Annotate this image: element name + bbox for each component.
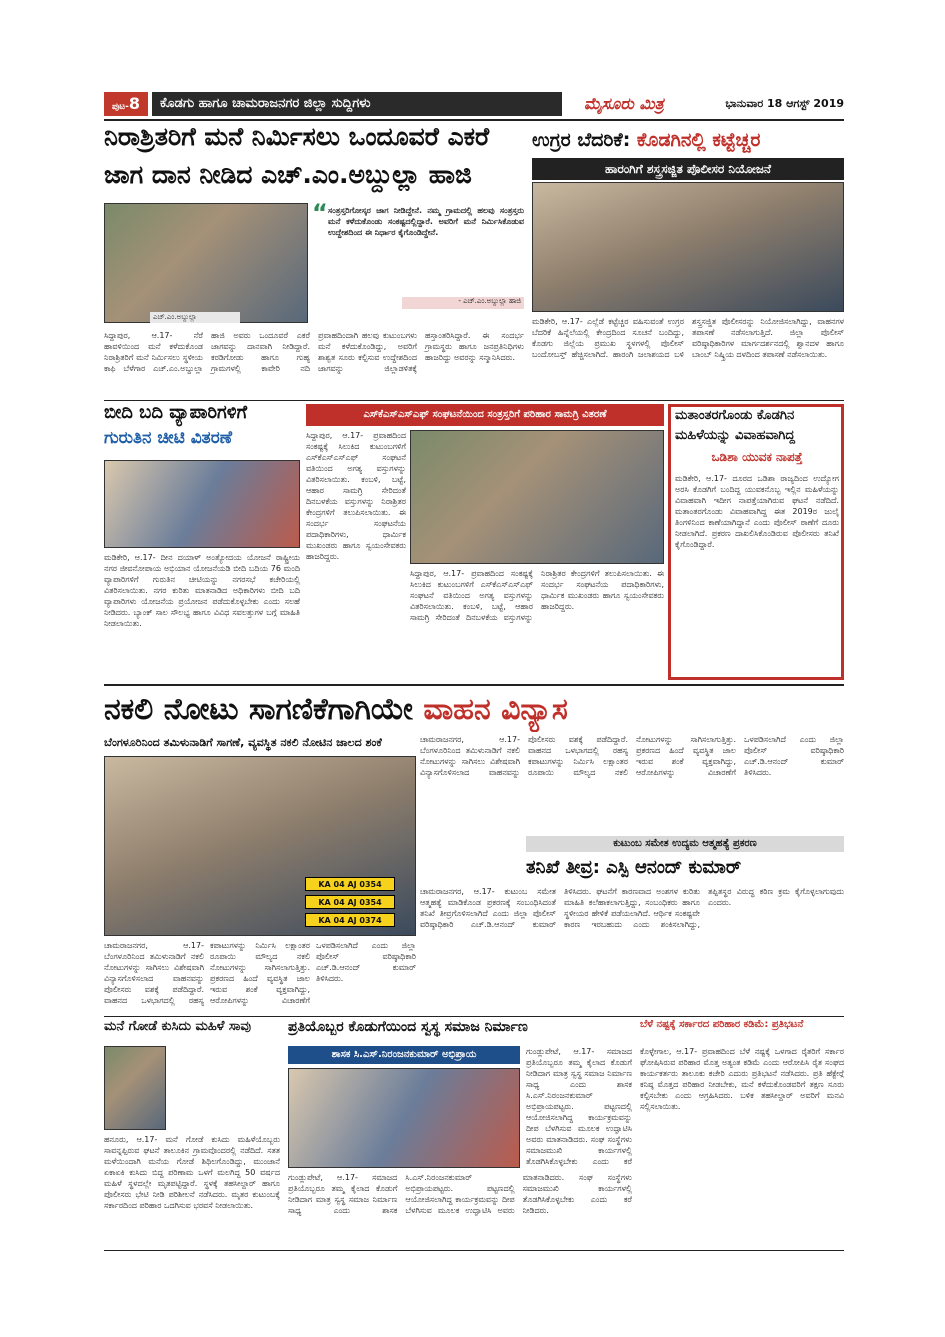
section-title: ಕೊಡಗು ಹಾಗೂ ಚಾಮರಾಜನಗರ ಜಿಲ್ಲಾ ಸುದ್ದಿಗಳು [160, 96, 371, 111]
story9-body: ಗುಂಡ್ಲುಪೇಟೆ, ಆ.17- ಸಮಾಜದ ಪ್ರತಿಯೊಬ್ಬರೂ ತಮ್ಮ ಕೈಲಾದ ಕೊಡುಗೆ ನೀಡಿದಾಗ ಮಾತ್ರ ಸ್ವಸ್ಥ ಸಮಾಜ ನಿರ್ಮಾಣ ಸಾಧ್ಯ ಎಂದು ಶಾಸಕ ಸಿ.ಎಸ್.ನಿರಂಜನಕುಮಾರ್ ಅಭಿಪ್ರಾಯಪಟ್ಟರು. ಪಟ್ಟಣದಲ್ಲಿ ಆಯೋಜಿಸಲಾಗಿದ್ದ ಕಾರ್ಯಕ್ರಮವನ್ನು ದೀಪ ಬೆಳಗಿಸುವ ಮೂಲಕ ಉದ್ಘಾಟಿಸಿ ಅವರು ಮಾತನಾಡಿದರು. ಸಂಘ ಸಂಸ್ಥೆಗಳು ಸಮಾಜಮುಖಿ ಕಾರ್ಯಗಳಲ್ಲಿ ತೊಡಗಿಸಿಕೊಳ್ಳಬೇಕು ಎಂದು ಕರೆ ನೀಡಿದರು. [288, 1173, 632, 1215]
divider-3 [104, 1016, 844, 1017]
story8-photo [104, 1046, 166, 1130]
story2-headline-a: ಉಗ್ರರ ಬೆದರಿಕೆ: [532, 129, 637, 151]
story8-body: ಹನೂರು, ಆ.17- ಮನೆ ಗೋಡೆ ಕುಸಿದು ಮಹಿಳೆಯೊಬ್ಬರು ಸಾವನ್ನಪ್ಪಿರುವ ಘಟನೆ ತಾಲೂಕಿನ ಗ್ರಾಮವೊಂದರಲ್ಲಿ ನಡೆದಿದೆ. ಸತತ ಮಳೆಯಿಂದಾಗಿ ಮನೆಯ ಗೋಡೆ ಶಿಥಿಲಗೊಂಡಿದ್ದು, ಮುಂಜಾನೆ ಏಕಾಏಕಿ ಕುಸಿದು ಬಿದ್ದ ಪರಿಣಾಮ ಒಳಗೆ ಮಲಗಿದ್ದ 50 ವರ್ಷದ ಮಹಿಳೆ ಸ್ಥಳದಲ್ಲೇ ಮೃತಪಟ್ಟಿದ್ದಾರೆ. ಸ್ಥಳಕ್ಕೆ ತಹಸೀಲ್ದಾರ್ ಹಾಗೂ ಪೊಲೀಸರು ಭೇಟಿ ನೀಡಿ ಪರಿಶೀಲನೆ ನಡೆಸಿದರು. ಮೃತರ ಕುಟುಂಬಕ್ಕೆ ಸರ್ಕಾರದಿಂದ ಪರಿಹಾರ ಒದಗಿಸುವ ಭರವಸೆ ನೀಡಲಾಯಿತು. [104, 1135, 280, 1210]
divider-1 [104, 400, 844, 401]
story6-body-copy: ಚಾಮರಾಜನಗರ, ಆ.17- ಬೆಂಗಳೂರಿನಿಂದ ತಮಿಳುನಾಡಿಗೆ ನಕಲಿ ನೋಟುಗಳನ್ನು ಸಾಗಿಸಲು ವಿಶೇಷವಾಗಿ ವಿನ್ಯಾಸಗೊಳಿಸಲಾದ ವಾಹನವನ್ನು ಪೊಲೀಸರು ವಶಕ್ಕೆ ಪಡೆದಿದ್ದಾರೆ. ವಾಹನದ ಒಳಭಾಗದಲ್ಲಿ ರಹಸ್ಯ ಕಪಾಟುಗಳನ್ನು ನಿರ್ಮಿಸಿ ಲಕ್ಷಾಂತರ ರೂಪಾಯಿ ಮೌಲ್ಯದ ನಕಲಿ ನೋಟುಗಳನ್ನು ಸಾಗಿಸಲಾಗುತ್ತಿತ್ತು. ಪ್ರಕರಣದ ಹಿಂದೆ ವ್ಯವಸ್ಥಿತ ಜಾಲ ಇರುವ ಶಂಕೆ ವ್ಯಕ್ತವಾಗಿದ್ದು, ಆರೋಪಿಗಳನ್ನು ವಿಚಾರಣೆಗೆ ಒಳಪಡಿಸಲಾಗಿದೆ ಎಂದು ಜಿಲ್ಲಾ ಪೊಲೀಸ್ ವರಿಷ್ಠಾಧಿಕಾರಿ ಎಚ್.ಡಿ.ಆನಂದ್ ಕುಮಾರ್ ತಿಳಿಸಿದರು. [420, 735, 844, 777]
story2-headline-b: ಕೊಡಗಿನಲ್ಲಿ ಕಟ್ಟೆಚ್ಚರ [636, 129, 761, 151]
number-plate-3: KA 04 AJ 0374 [305, 913, 395, 927]
header-rule [104, 119, 844, 121]
footer-rule [104, 1250, 844, 1251]
story2-subhead: ಹಾರಂಗಿಗೆ ಶಸ್ತ್ರಸಜ್ಜಿತ ಪೊಲೀಸರ ನಿಯೋಜನೆ [532, 158, 844, 180]
story4-photo [410, 430, 664, 564]
story10-body: ಕೊಳ್ಳೇಗಾಲ, ಆ.17- ಪ್ರವಾಹದಿಂದ ಬೆಳೆ ನಷ್ಟಕ್ಕೆ ಒಳಗಾದ ರೈತರಿಗೆ ಸರ್ಕಾರ ಘೋಷಿಸಿರುವ ಪರಿಹಾರ ಮೊತ್ತ ಅತ್ಯಂತ ಕಡಿಮೆ ಎಂದು ಆರೋಪಿಸಿ ರೈತ ಸಂಘದ ಕಾರ್ಯಕರ್ತರು ತಾಲೂಕು ಕಚೇರಿ ಎದುರು ಪ್ರತಿಭಟನೆ ನಡೆಸಿದರು. ಪ್ರತಿ ಹೆಕ್ಟೇರ್‍ಗೆ ಕನಿಷ್ಠ ಮೊತ್ತದ ಪರಿಹಾರ ನೀಡಬೇಕು, ಮನೆ ಕಳೆದುಕೊಂಡವರಿಗೆ ತಕ್ಷಣ ಸೂರು ಕಲ್ಪಿಸಬೇಕು ಎಂದು ಆಗ್ರಹಿಸಿದರು. ಬಳಿಕ ತಹಸೀಲ್ದಾರ್ ಅವರಿಗೆ ಮನವಿ ಸಲ್ಲಿಸಲಾಯಿತು. [640, 1047, 844, 1111]
story1-headline-line2: ಜಾಗ ದಾನ ನೀಡಿದ ಎಚ್.ಎಂ.ಅಬ್ದುಲ್ಲಾ ಹಾಜಿ [104, 162, 472, 189]
story4-body-copy: ಸಿದ್ದಾಪುರ, ಆ.17- ಪ್ರವಾಹದಿಂದ ಸಂಕಷ್ಟಕ್ಕೆ ಸಿಲುಕಿದ ಕುಟುಂಬಗಳಿಗೆ ಎಸ್‍ಕೆಎಸ್‍ಎಸ್‍ಎಫ್ ಸಂಘಟನೆ ವತಿಯಿಂದ ಅಗತ್ಯ ವಸ್ತುಗಳನ್ನು ವಿತರಿಸಲಾಯಿತು. ಕಂಬಳಿ, ಬಟ್ಟೆ, ಆಹಾರ ಸಾಮಗ್ರಿ ಸೇರಿದಂತೆ ದಿನಬಳಕೆಯ ವಸ್ತುಗಳನ್ನು ನಿರಾಶ್ರಿತರ ಕೇಂದ್ರಗಳಿಗೆ ತಲುಪಿಸಲಾಯಿತು. ಈ ಸಂದರ್ಭ ಸಂಘಟನೆಯ ಪದಾಧಿಕಾರಿಗಳು, ಧಾರ್ಮಿಕ ಮುಖಂಡರು ಹಾಗೂ ಸ್ವಯಂಸೇವಕರು ಹಾಜರಿದ್ದರು. [410, 569, 664, 622]
story1-headline-line1: ನಿರಾಶ್ರಿತರಿಗೆ ಮನೆ ನಿರ್ಮಿಸಲು ಒಂದೂವರೆ ಎಕರೆ [104, 124, 490, 151]
story1-photo-caption: ಎಚ್.ಎಂ.ಅಬ್ದುಲ್ಲಾ [150, 312, 240, 323]
story10-headline: ಬೆಳೆ ನಷ್ಟಕ್ಕೆ ಸರ್ಕಾರದ ಪರಿಹಾರ ಕಡಿಮೆ: ಪ್ರತಿಭಟನೆ [640, 1020, 804, 1030]
story2-body: ಮಡಿಕೇರಿ, ಆ.17- ಎಲ್ಲೆಡೆ ಕಟ್ಟೆಚ್ಚರ ವಹಿಸುವಂತೆ ಉಗ್ರರ ಬೆದರಿಕೆ ಹಿನ್ನೆಲೆಯಲ್ಲಿ ಕೇಂದ್ರದಿಂದ ಸೂಚನೆ ಬಂದಿದ್ದು, ಕೊಡಗು ಜಿಲ್ಲೆಯ ಪ್ರಮುಖ ಸ್ಥಳಗಳಲ್ಲಿ ಪೊಲೀಸ್ ಬಂದೋಬಸ್ತ್ ಹೆಚ್ಚಿಸಲಾಗಿದೆ. ಹಾರಂಗಿ ಜಲಾಶಯದ ಬಳಿ ಶಸ್ತ್ರಸಜ್ಜಿತ ಪೊಲೀಸರನ್ನು ನಿಯೋಜಿಸಲಾಗಿದ್ದು, ವಾಹನಗಳ ತಪಾಸಣೆ ನಡೆಸಲಾಗುತ್ತಿದೆ. ಜಿಲ್ಲಾ ಪೊಲೀಸ್ ವರಿಷ್ಠಾಧಿಕಾರಿಗಳ ಮಾರ್ಗದರ್ಶನದಲ್ಲಿ ಶ್ವಾನದಳ ಹಾಗೂ ಬಾಂಬ್ ನಿಷ್ಕ್ರಿಯ ದಳದಿಂದ ತಪಾಸಣೆ ನಡೆಸಲಾಯಿತು. [532, 317, 844, 359]
page-number-box [104, 92, 148, 116]
page-header [104, 92, 844, 116]
number-plate-2: KA 04 AJ 0354 [305, 895, 395, 909]
divider-2 [104, 684, 844, 686]
story9-body-copy: ಗುಂಡ್ಲುಪೇಟೆ, ಆ.17- ಸಮಾಜದ ಪ್ರತಿಯೊಬ್ಬರೂ ತಮ್ಮ ಕೈಲಾದ ಕೊಡುಗೆ ನೀಡಿದಾಗ ಮಾತ್ರ ಸ್ವಸ್ಥ ಸಮಾಜ ನಿರ್ಮಾಣ ಸಾಧ್ಯ ಎಂದು ಶಾಸಕ ಸಿ.ಎಸ್.ನಿರಂಜನಕುಮಾರ್ ಅಭಿಪ್ರಾಯಪಟ್ಟರು. ಪಟ್ಟಣದಲ್ಲಿ ಆಯೋಜಿಸಲಾಗಿದ್ದ ಕಾರ್ಯಕ್ರಮವನ್ನು ದೀಪ ಬೆಳಗಿಸುವ ಮೂಲಕ ಉದ್ಘಾಟಿಸಿ ಅವರು ಮಾತನಾಡಿದರು. ಸಂಘ ಸಂಸ್ಥೆಗಳು ಸಮಾಜಮುಖಿ ಕಾರ್ಯಗಳಲ್ಲಿ ತೊಡಗಿಸಿಕೊಳ್ಳಬೇಕು ಎಂದು ಕರೆ [526, 1047, 632, 1166]
story7-kicker: ಕುಟುಂಬ ಸಮೇತ ಉದ್ಯಮ ಆತ್ಮಹತ್ಯೆ ಪ್ರಕರಣ [526, 836, 844, 852]
story8-headline: ಮನೆ ಗೋಡೆ ಕುಸಿದು ಮಹಿಳೆ ಸಾವು [104, 1020, 251, 1034]
story3-body: ಮಡಿಕೇರಿ, ಆ.17- ದೀನ ದಯಾಳ್ ಅಂತ್ಯೋದಯ ಯೋಜನೆ ರಾಷ್ಟ್ರೀಯ ನಗರ ಜೀವನೋಪಾಯ ಅಭಿಯಾನ ಯೋಜನೆಯಡಿ ಬೀದಿ ಬದಿಯ 76 ಮಂದಿ ವ್ಯಾಪಾರಿಗಳಿಗೆ ಗುರುತಿನ ಚೀಟಿಯನ್ನು ನಗರಸಭೆ ಕಚೇರಿಯಲ್ಲಿ ವಿತರಿಸಲಾಯಿತು. ನಗರ ಕುರಿತು ಮಾತನಾಡಿದ ಅಧಿಕಾರಿಗಳು ಬೀದಿ ಬದಿ ವ್ಯಾಪಾರಿಗಳು ಯೋಜನೆಯ ಪ್ರಯೋಜನ ಪಡೆದುಕೊಳ್ಳಬೇಕು ಎಂದು ಸಲಹೆ ನೀಡಿದರು. ಬ್ಯಾಂಕ್ ಸಾಲ ಸೌಲಭ್ಯ ಹಾಗೂ ವಿವಿಧ ಸವಲತ್ತುಗಳ ಬಗ್ಗೆ ಮಾಹಿತಿ ನೀಡಲಾಯಿತು. [104, 553, 300, 628]
story6-body-main: ಚಾಮರಾಜನಗರ, ಆ.17- ಬೆಂಗಳೂರಿನಿಂದ ತಮಿಳುನಾಡಿಗೆ ನಕಲಿ ನೋಟುಗಳನ್ನು ಸಾಗಿಸಲು ವಿಶೇಷವಾಗಿ ವಿನ್ಯಾಸಗೊಳಿಸಲಾದ ವಾಹನವನ್ನು ಪೊಲೀಸರು ವಶಕ್ಕೆ ಪಡೆದಿದ್ದಾರೆ. ವಾಹನದ ಒಳಭಾಗದಲ್ಲಿ ರಹಸ್ಯ ಕಪಾಟುಗಳನ್ನು ನಿರ್ಮಿಸಿ ಲಕ್ಷಾಂತರ ರೂಪಾಯಿ ಮೌಲ್ಯದ ನಕಲಿ ನೋಟುಗಳನ್ನು ಸಾಗಿಸಲಾಗುತ್ತಿತ್ತು. ಪ್ರಕರಣದ ಹಿಂದೆ ವ್ಯವಸ್ಥಿತ ಜಾಲ ಇರುವ ಶಂಕೆ ವ್ಯಕ್ತವಾಗಿದ್ದು, ಆರೋಪಿಗಳನ್ನು ವಿಚಾರಣೆಗೆ ಒಳಪಡಿಸಲಾಗಿದೆ ಎಂದು ಜಿಲ್ಲಾ ಪೊಲೀಸ್ ವರಿಷ್ಠಾಧಿಕಾರಿ ಎಚ್.ಡಿ.ಆನಂದ್ ಕುಮಾರ್ ತಿಳಿಸಿದರು. [104, 941, 416, 1005]
story4-body: ಸಿದ್ದಾಪುರ, ಆ.17- ಪ್ರವಾಹದಿಂದ ಸಂಕಷ್ಟಕ್ಕೆ ಸಿಲುಕಿದ ಕುಟುಂಬಗಳಿಗೆ ಎಸ್‍ಕೆಎಸ್‍ಎಸ್‍ಎಫ್ ಸಂಘಟನೆ ವತಿಯಿಂದ ಅಗತ್ಯ ವಸ್ತುಗಳನ್ನು ವಿತರಿಸಲಾಯಿತು. ಕಂಬಳಿ, ಬಟ್ಟೆ, ಆಹಾರ ಸಾಮಗ್ರಿ ಸೇರಿದಂತೆ ದಿನಬಳಕೆಯ ವಸ್ತುಗಳನ್ನು ನಿರಾಶ್ರಿತರ ಕೇಂದ್ರಗಳಿಗೆ ತಲುಪಿಸಲಾಯಿತು. ಈ ಸಂದರ್ಭ ಸಂಘಟನೆಯ ಪದಾಧಿಕಾರಿಗಳು, ಧಾರ್ಮಿಕ ಮುಖಂಡರು ಹಾಗೂ ಸ್ವಯಂಸೇವಕರು ಹಾಜರಿದ್ದರು. [306, 431, 406, 561]
section-bar [152, 92, 562, 116]
story1-quote-attribution: - ಎಚ್.ಎಂ.ಅಬ್ದುಲ್ಲಾ ಹಾಜಿ [402, 297, 524, 309]
story4-headline: ಎಸ್‍ಕೆಎಸ್‍ಎಸ್‍ಎಫ್ ಸಂಘಟನೆಯಿಂದ ಸಂತ್ರಸ್ತರಿಗೆ ಪರಿಹಾರ ಸಾಮಗ್ರಿ ವಿತರಣೆ [306, 404, 664, 426]
story1-quote: ಸಂತ್ರಸ್ತರಿಗೋಸ್ಕರ ಜಾಗ ನೀಡಿದ್ದೇನೆ. ನಮ್ಮ ಗ್ರಾಮದಲ್ಲಿ ಹಲವು ಸಂತ್ರಸ್ತರು ಮನೆ ಕಳೆದುಕೊಂಡು ಸಂಕಷ್ಟದಲ್ಲಿದ್ದಾರೆ. ಅವರಿಗೆ ಮನೆ ನಿರ್ಮಿಸಿಕೊಡುವ ಉದ್ದೇಶದಿಂದ ಈ ನಿರ್ಧಾರ ಕೈಗೊಂಡಿದ್ದೇನೆ. [328, 206, 524, 237]
page-number: 8 [128, 94, 141, 113]
story6-subhead: ಬೆಂಗಳೂರಿನಿಂದ ತಮಿಳುನಾಡಿಗೆ ಸಾಗಣೆ, ವ್ಯವಸ್ಥಿತ ನಕಲಿ ನೋಟಿನ ಜಾಲದ ಶಂಕೆ [104, 736, 382, 749]
story5-body: ಮಡಿಕೇರಿ, ಆ.17- ದೂರದ ಒಡಿಶಾ ರಾಜ್ಯದಿಂದ ಉದ್ಯೋಗ ಅರಸಿ ಕೊಡಗಿಗೆ ಬಂದಿದ್ದ ಯುವಕನೊಬ್ಬ ಇಲ್ಲಿನ ಮಹಿಳೆಯನ್ನು ವಿವಾಹವಾಗಿ ಇದೀಗ ನಾಪತ್ತೆಯಾಗಿರುವ ಘಟನೆ ನಡೆದಿದೆ. ಮತಾಂತರಗೊಂಡು ವಿವಾಹವಾಗಿದ್ದ ಈತ 2019ರ ಜುಲೈ ತಿಂಗಳಿನಿಂದ ಕಾಣೆಯಾಗಿದ್ದಾನೆ ಎಂದು ಪೊಲೀಸ್ ಠಾಣೆಗೆ ದೂರು ನೀಡಲಾಗಿದೆ. ಪ್ರಕರಣ ದಾಖಲಿಸಿಕೊಂಡಿರುವ ಪೊಲೀಸರು ತನಿಖೆ ಕೈಗೊಂಡಿದ್ದಾರೆ. [675, 474, 839, 549]
story3-headline-line1: ಬೀದಿ ಬದಿ ವ್ಯಾಪಾರಿಗಳಿಗೆ [104, 404, 248, 423]
page-label: ಪುಟ- [111, 102, 129, 112]
story9-subhead: ಶಾಸಕ ಸಿ.ಎಸ್.ನಿರಂಜನಕುಮಾರ್ ಅಭಿಪ್ರಾಯ [288, 1046, 520, 1064]
story6-body-right [420, 734, 844, 834]
story9-body-side [526, 1046, 632, 1168]
issue-date: ಭಾನುವಾರ 18 ಆಗಸ್ಟ್ 2019 [725, 97, 844, 110]
story6-headline-a: ನಕಲಿ ನೋಟು ಸಾಗಣಿಕೆಗಾಗಿಯೇ [104, 692, 424, 727]
story5-box [668, 404, 844, 680]
story1-body: ಸಿದ್ದಾಪುರ, ಆ.17- ನೆರೆ ಹಾವಳಿಯಿಂದ ಮನೆ ಕಳೆದುಕೊಂಡ ನಿರಾಶ್ರಿತರಿಗೆ ಮನೆ ನಿರ್ಮಿಸಲು ಸ್ಥಳೀಯ ಕಾಫಿ ಬೆಳೆಗಾರ ಎಚ್.ಎಂ.ಅಬ್ದುಲ್ಲಾ ಹಾಜಿ ಅವರು ಒಂದೂವರೆ ಎಕರೆ ಜಾಗವನ್ನು ದಾನವಾಗಿ ನೀಡಿದ್ದಾರೆ. ಕರಡಿಗೋಡು ಹಾಗೂ ಗುಹ್ಯ ಗ್ರಾಮಗಳಲ್ಲಿ ಕಾವೇರಿ ನದಿ ಪ್ರವಾಹದಿಂದಾಗಿ ಹಲವು ಕುಟುಂಬಗಳು ಮನೆ ಕಳೆದುಕೊಂಡಿದ್ದು, ಅವರಿಗೆ ಶಾಶ್ವತ ಸೂರು ಕಲ್ಪಿಸುವ ಉದ್ದೇಶದಿಂದ ಜಾಗವನ್ನು ಜಿಲ್ಲಾಡಳಿತಕ್ಕೆ ಹಸ್ತಾಂತರಿಸಿದ್ದಾರೆ. ಈ ಸಂದರ್ಭ ಗ್ರಾಮಸ್ಥರು ಹಾಗೂ ಜನಪ್ರತಿನಿಧಿಗಳು ಹಾಜರಿದ್ದು ಅವರನ್ನು ಸನ್ಮಾನಿಸಿದರು. [104, 331, 524, 373]
story7-headline: ತನಿಖೆ ತೀವ್ರ: ಎಸ್ಪಿ ಆನಂದ್ ಕುಮಾರ್ [526, 857, 742, 878]
quote-mark-icon: “ [312, 199, 328, 227]
story2-photo [532, 182, 844, 312]
story4-body-continued [410, 568, 664, 680]
masthead: ಮೈಸೂರು ಮಿತ್ರ [584, 94, 664, 113]
story6-headline [104, 688, 844, 732]
number-plate-1: KA 04 AJ 0354 [305, 877, 395, 891]
story6-headline-b: ವಾಹನ ವಿನ್ಯಾಸ [423, 692, 568, 727]
story6-photo [104, 756, 416, 936]
story3-headline-line2: ಗುರುತಿನ ಚೀಟಿ ವಿತರಣೆ [104, 430, 233, 448]
story5-headline-line2: ಮಹಿಳೆಯನ್ನು ವಿವಾಹವಾಗಿದ್ದ [675, 429, 795, 443]
story9-headline: ಪ್ರತಿಯೊಬ್ಬರ ಕೊಡುಗೆಯಿಂದ ಸ್ವಸ್ಥ ಸಮಾಜ ನಿರ್ಮಾಣ [288, 1020, 528, 1035]
story5-subhead: ಒಡಿಶಾ ಯುವಕ ನಾಪತ್ತೆ [711, 451, 803, 464]
story2-headline [532, 124, 844, 156]
story1-quote-box [312, 199, 524, 313]
story2-box [532, 124, 844, 396]
story1-photo [104, 203, 308, 323]
story3-photo [104, 460, 300, 548]
story7-body: ಚಾಮರಾಜನಗರ, ಆ.17- ಕುಟುಂಬ ಸಮೇತ ಆತ್ಮಹತ್ಯೆ ಮಾಡಿಕೊಂಡ ಪ್ರಕರಣಕ್ಕೆ ಸಂಬಂಧಿಸಿದಂತೆ ತನಿಖೆ ತೀವ್ರಗೊಳಿಸಲಾಗಿದೆ ಎಂದು ಜಿಲ್ಲಾ ಪೊಲೀಸ್ ವರಿಷ್ಠಾಧಿಕಾರಿ ಎಚ್.ಡಿ.ಆನಂದ್ ಕುಮಾರ್ ತಿಳಿಸಿದರು. ಘಟನೆಗೆ ಕಾರಣವಾದ ಅಂಶಗಳ ಕುರಿತು ಮಾಹಿತಿ ಕಲೆಹಾಕಲಾಗುತ್ತಿದ್ದು, ಸಂಬಂಧಿಕರು ಹಾಗೂ ಸ್ಥಳೀಯರ ಹೇಳಿಕೆ ಪಡೆಯಲಾಗಿದೆ. ಆರ್ಥಿಕ ಸಂಕಷ್ಟವೇ ಕಾರಣ ಇರಬಹುದು ಎಂದು ಶಂಕಿಸಲಾಗಿದ್ದು, ತಪ್ಪಿತಸ್ಥರ ವಿರುದ್ಧ ಕಠಿಣ ಕ್ರಮ ಕೈಗೊಳ್ಳಲಾಗುವುದು ಎಂದರು. [420, 887, 844, 929]
story5-headline-line1: ಮತಾಂತರಗೊಂಡು ಕೊಡಗಿನ [675, 409, 795, 423]
story9-photo [288, 1068, 520, 1168]
